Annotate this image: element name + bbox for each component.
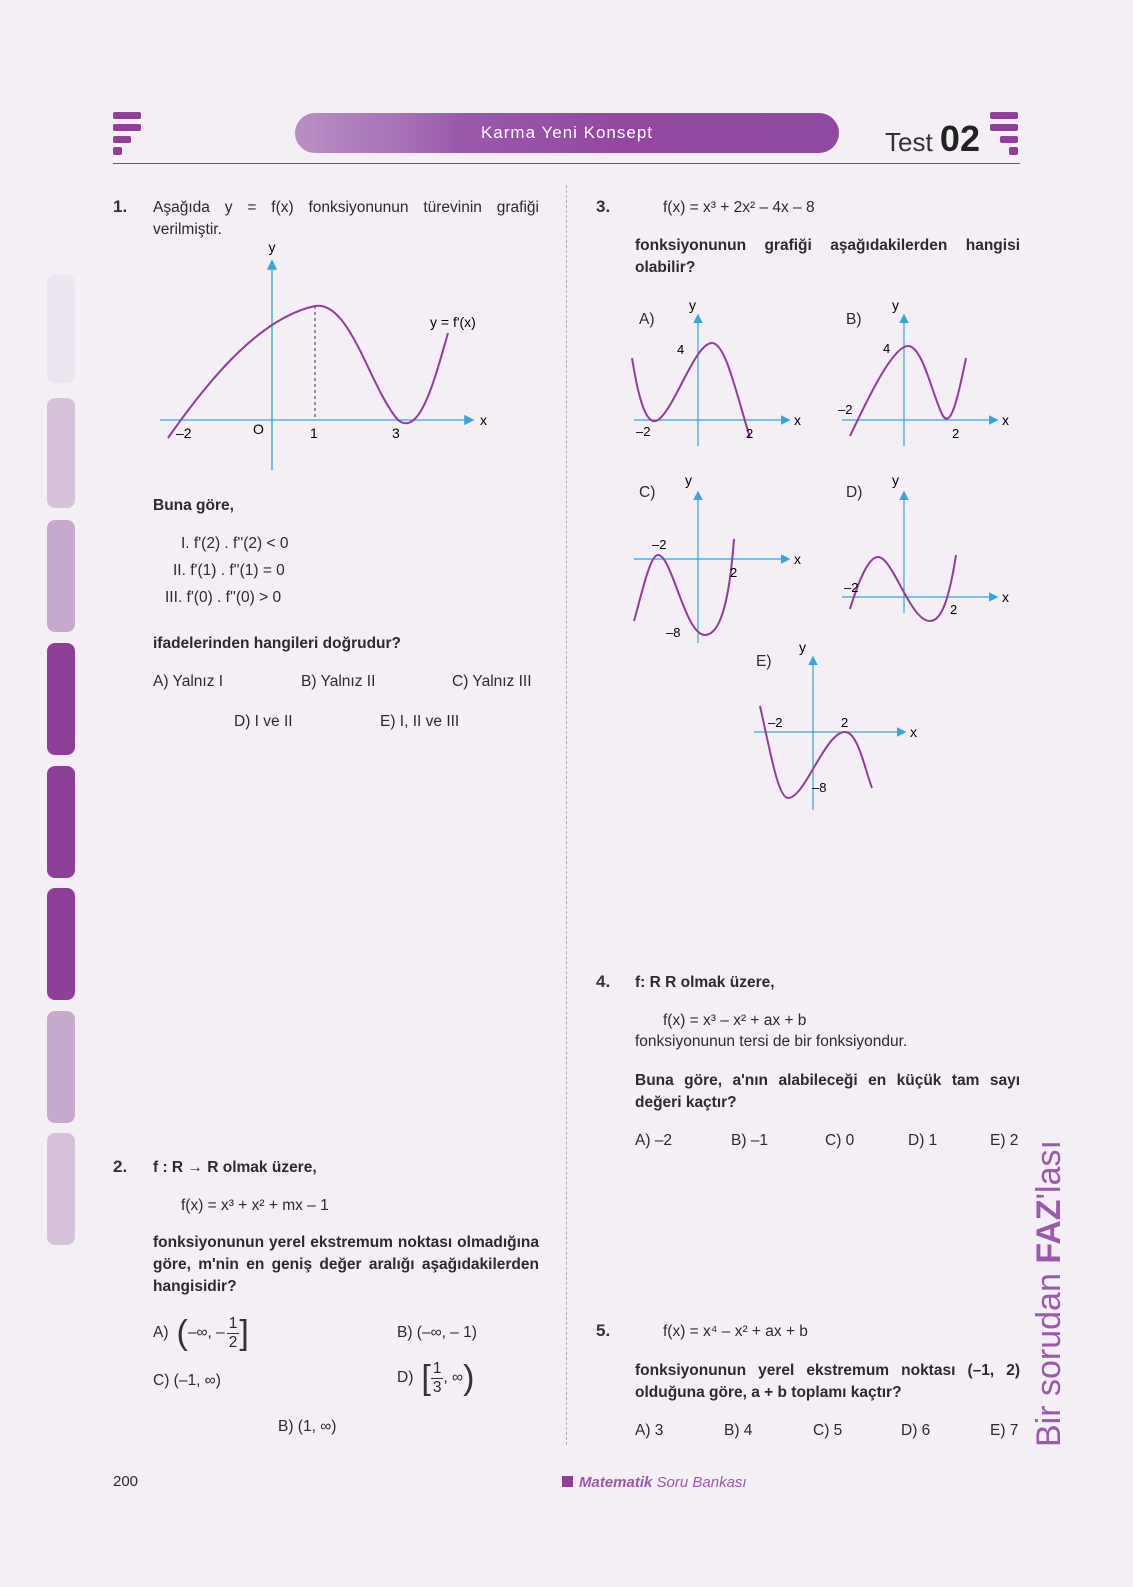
answer-option[interactable]: B) 4 bbox=[724, 1422, 753, 1439]
question-lead: Buna göre, bbox=[153, 497, 234, 514]
svg-text:y: y bbox=[685, 473, 692, 488]
svg-text:4: 4 bbox=[883, 341, 891, 356]
answer-option-e[interactable]: B) (1, ∞) bbox=[278, 1418, 337, 1435]
curve-label: y = f'(x) bbox=[430, 314, 476, 330]
svg-text:–2: –2 bbox=[844, 580, 859, 595]
svg-text:–2: –2 bbox=[636, 424, 651, 439]
function-formula: f(x) = x³ + 2x² – 4x – 8 bbox=[663, 199, 815, 216]
q1-derivative-graph bbox=[150, 238, 500, 483]
graph-option-a[interactable] bbox=[630, 298, 810, 453]
answer-option[interactable]: D) I ve II bbox=[234, 713, 293, 730]
svg-text:x: x bbox=[794, 412, 801, 428]
question-line: fonksiyonunun tersi de bir fonksiyondur. bbox=[635, 1033, 908, 1050]
header-rule bbox=[113, 163, 1020, 164]
svg-text:–8: –8 bbox=[812, 780, 827, 795]
side-tab bbox=[47, 398, 75, 508]
question-number: 2. bbox=[113, 1157, 128, 1176]
answer-option[interactable]: E) 2 bbox=[990, 1132, 1019, 1149]
svg-text:2: 2 bbox=[746, 426, 754, 441]
answer-option-d[interactable]: D) [ 1 3 , ∞ ) bbox=[397, 1359, 475, 1397]
answer-option[interactable]: E) 7 bbox=[990, 1422, 1019, 1439]
graph-option-letter[interactable]: E) bbox=[756, 653, 772, 670]
graph-option-letter[interactable]: C) bbox=[639, 484, 656, 501]
test-number: 02 bbox=[939, 118, 980, 159]
side-tab bbox=[47, 275, 75, 383]
svg-text:y: y bbox=[892, 473, 899, 488]
svg-text:y: y bbox=[689, 298, 696, 313]
svg-text:2: 2 bbox=[950, 602, 958, 617]
svg-text:2: 2 bbox=[952, 426, 960, 441]
svg-text:–2: –2 bbox=[838, 402, 853, 417]
question-text: ifadelerinden hangileri doğrudur? bbox=[153, 635, 402, 652]
svg-text:–2: –2 bbox=[652, 537, 667, 552]
page-number: 200 bbox=[113, 1473, 139, 1490]
graph-option-letter[interactable]: D) bbox=[846, 484, 863, 501]
question-number: 5. bbox=[596, 1321, 611, 1340]
function-formula: f(x) = x⁴ – x² + ax + b bbox=[663, 1323, 808, 1340]
statement: III. f'(0) . f''(0) > 0 bbox=[165, 589, 282, 606]
function-formula: f(x) = x³ + x² + mx – 1 bbox=[181, 1197, 329, 1214]
question-line: f: R R olmak üzere, bbox=[635, 974, 775, 991]
answer-option-c[interactable]: C) (–1, ∞) bbox=[153, 1372, 221, 1389]
axis-x-label: x bbox=[480, 412, 487, 428]
answer-option[interactable]: D) 6 bbox=[901, 1422, 931, 1439]
answer-option[interactable]: B) –1 bbox=[731, 1132, 769, 1149]
side-slogan: Bir sorudan FAZ'lası bbox=[1030, 1140, 1068, 1447]
answer-option[interactable]: D) 1 bbox=[908, 1132, 938, 1149]
section-title: Karma Yeni Konsept bbox=[480, 123, 654, 142]
tick-label: –2 bbox=[176, 425, 192, 441]
svg-text:y: y bbox=[892, 298, 899, 313]
answer-option-a[interactable]: A) ( –∞, – 1 2 ] bbox=[153, 1314, 249, 1352]
graph-option-letter[interactable]: B) bbox=[846, 311, 862, 328]
answer-option[interactable]: C) Yalnız III bbox=[452, 673, 532, 690]
question-text: fonksiyonunun yerel ekstremum noktası olmadığına göre, m'nin en geniş değer aralığı aşağıdakilerden hangisidir? bbox=[153, 1234, 539, 1295]
graph-option-d[interactable] bbox=[838, 473, 1018, 633]
function-formula: f(x) = x³ – x² + ax + b bbox=[663, 1012, 807, 1029]
test-label: Test 02 bbox=[885, 118, 980, 159]
origin-label: O bbox=[253, 421, 264, 437]
graph-option-b[interactable] bbox=[838, 298, 1018, 453]
answer-option[interactable]: A) Yalnız I bbox=[153, 673, 224, 690]
footer-brand: Matematik Soru Bankası bbox=[562, 1474, 747, 1491]
answer-option[interactable]: A) 3 bbox=[635, 1422, 664, 1439]
logo-left-icon bbox=[113, 112, 143, 156]
question-text: Buna göre, a'nın alabileceği en küçük tam sayı değeri kaçtır? bbox=[635, 1072, 1020, 1111]
side-tab bbox=[47, 766, 75, 878]
section-title-banner bbox=[295, 113, 839, 153]
answer-option[interactable]: C) 0 bbox=[825, 1132, 855, 1149]
svg-text:–8: –8 bbox=[666, 625, 681, 640]
side-tab bbox=[47, 520, 75, 632]
answer-option[interactable]: A) –2 bbox=[635, 1132, 673, 1149]
answer-option[interactable]: E) I, II ve III bbox=[380, 713, 460, 730]
column-divider bbox=[566, 185, 567, 1445]
question-text: fonksiyonunun grafiği aşağıdakilerden hangisi olabilir? bbox=[635, 237, 1020, 276]
answer-option[interactable]: C) 5 bbox=[813, 1422, 843, 1439]
statement: II. f'(1) . f''(1) = 0 bbox=[173, 562, 285, 579]
answer-option-b[interactable]: B) (–∞, – 1) bbox=[397, 1324, 477, 1341]
graph-option-e[interactable] bbox=[750, 640, 930, 815]
svg-text:x: x bbox=[794, 551, 801, 567]
question-text: fonksiyonunun yerel ekstremum noktası (–1, 2) olduğuna göre, a + b toplamı kaçtır? bbox=[635, 1362, 1020, 1401]
svg-text:4: 4 bbox=[677, 342, 685, 357]
tick-label: 1 bbox=[310, 425, 318, 441]
svg-text:2: 2 bbox=[730, 565, 738, 580]
tick-label: 3 bbox=[392, 425, 400, 441]
svg-text:y: y bbox=[799, 640, 806, 655]
side-tab bbox=[47, 1133, 75, 1245]
svg-text:–2: –2 bbox=[768, 715, 783, 730]
statement: I. f'(2) . f''(2) < 0 bbox=[181, 535, 289, 552]
question-number: 4. bbox=[596, 972, 611, 991]
graph-option-letter[interactable]: A) bbox=[639, 311, 655, 328]
svg-text:x: x bbox=[910, 724, 917, 740]
svg-text:x: x bbox=[1002, 412, 1009, 428]
svg-text:x: x bbox=[1002, 589, 1009, 605]
question-number: 1. bbox=[113, 197, 128, 216]
axis-y-label: y bbox=[268, 239, 276, 255]
brand-square-icon bbox=[562, 1476, 573, 1487]
side-tab bbox=[47, 888, 75, 1000]
graph-option-c[interactable] bbox=[630, 473, 810, 648]
side-tab bbox=[47, 643, 75, 755]
question-stem: Aşağıda y = f(x) fonksiyonunun türevinin grafiği verilmiştir. bbox=[153, 199, 539, 238]
question-number: 3. bbox=[596, 197, 611, 216]
svg-text:2: 2 bbox=[841, 715, 849, 730]
side-tab bbox=[47, 1011, 75, 1123]
logo-right-icon bbox=[990, 112, 1020, 156]
question-line: f : R → R olmak üzere, bbox=[153, 1159, 317, 1176]
answer-option[interactable]: B) Yalnız II bbox=[301, 673, 376, 690]
